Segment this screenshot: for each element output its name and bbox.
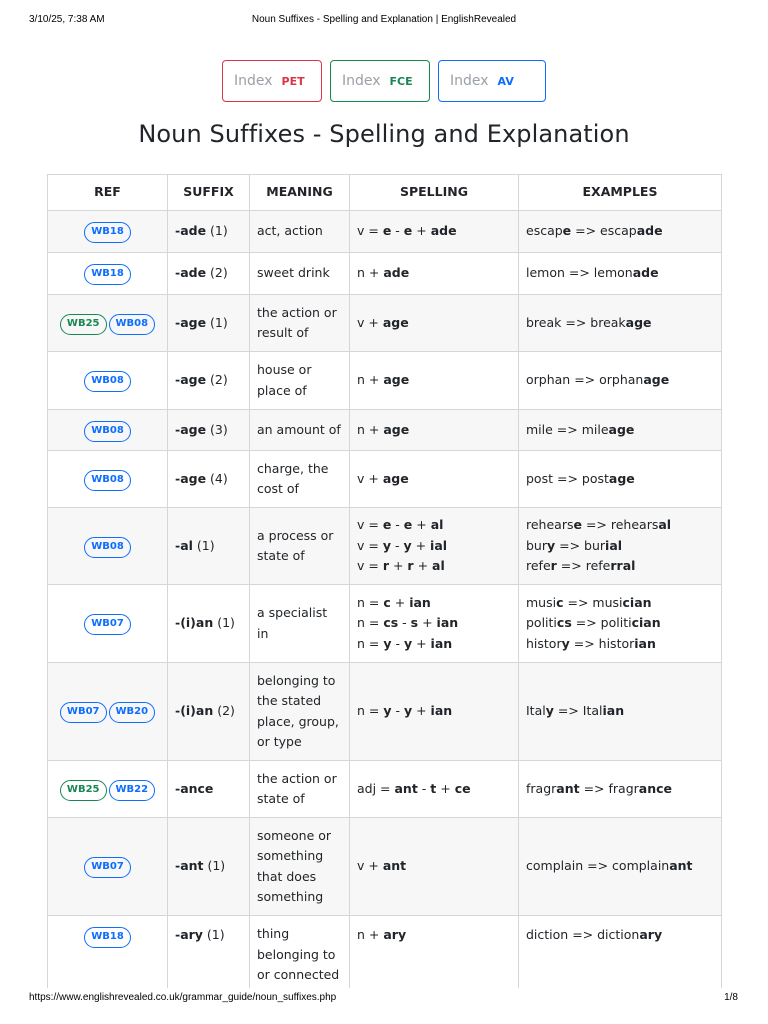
index-fce-button[interactable] xyxy=(330,60,430,102)
cell-suffix xyxy=(168,818,250,916)
text-segment: + xyxy=(418,615,437,631)
cell-meaning: thing belonging to or connected xyxy=(250,916,350,989)
bold-text: y xyxy=(403,635,413,651)
cell-spelling xyxy=(350,916,519,989)
text-segment: => musi xyxy=(563,594,623,610)
text-segment: (4) xyxy=(206,470,228,486)
bold-text: -ance xyxy=(175,780,214,796)
cell-examples xyxy=(519,761,722,818)
header-suffix: SUFFIX xyxy=(168,175,250,211)
table-header-row xyxy=(48,175,722,211)
text-segment: + xyxy=(436,780,455,796)
spelling-line xyxy=(357,515,511,536)
cell-suffix xyxy=(168,352,250,410)
bold-text: age xyxy=(382,470,409,486)
bold-text: r xyxy=(550,558,557,574)
text-segment: => Ital xyxy=(553,703,603,719)
text-segment: n + xyxy=(357,265,384,281)
bold-text: ant xyxy=(382,858,407,874)
example-line xyxy=(526,263,714,284)
text-segment: v = xyxy=(357,223,383,239)
spelling-line xyxy=(357,420,511,441)
text-segment: post => post xyxy=(526,470,609,486)
cell-examples xyxy=(519,253,722,295)
cell-meaning: house or place of xyxy=(250,352,350,410)
text-segment: - xyxy=(390,537,404,553)
cell-spelling xyxy=(350,761,519,818)
cell-examples xyxy=(519,451,722,508)
spelling-line xyxy=(357,925,511,946)
table-row xyxy=(48,663,722,761)
text-segment: - xyxy=(391,635,404,651)
index-button-level: FCE xyxy=(389,74,413,88)
cell-spelling xyxy=(350,253,519,295)
text-segment: => escap xyxy=(571,223,637,239)
example-line xyxy=(526,370,714,391)
example-line xyxy=(526,556,714,577)
cell-ref xyxy=(48,451,168,508)
text-segment: - xyxy=(398,615,411,631)
text-segment: n = xyxy=(357,635,384,651)
example-line xyxy=(526,313,714,334)
cell-ref xyxy=(48,818,168,916)
ref-badge[interactable]: WB08 xyxy=(84,421,131,442)
text-segment: => rehears xyxy=(581,517,659,533)
table-row xyxy=(48,818,722,916)
ref-badge[interactable]: WB18 xyxy=(84,222,131,243)
text-segment: (1) xyxy=(206,223,228,239)
cell-suffix xyxy=(168,508,250,585)
bold-text: al xyxy=(658,517,672,533)
cell-examples xyxy=(519,211,722,253)
bold-text: -(i)an xyxy=(175,615,214,631)
spelling-line xyxy=(357,701,511,722)
bold-text: e xyxy=(382,223,392,239)
text-segment: v = xyxy=(357,558,383,574)
bold-text: ce xyxy=(454,780,471,796)
header-spelling: SPELLING xyxy=(350,175,519,211)
spelling-line xyxy=(357,593,511,614)
cell-suffix xyxy=(168,585,250,663)
print-datetime: 3/10/25, 7:38 AM xyxy=(29,14,105,25)
cell-suffix xyxy=(168,761,250,818)
table-row xyxy=(48,508,722,585)
text-segment: break => break xyxy=(526,314,626,330)
text-segment: escap xyxy=(526,223,563,239)
bold-text: cs xyxy=(383,615,399,631)
example-line xyxy=(526,593,714,614)
cell-meaning: charge, the cost of xyxy=(250,451,350,508)
text-segment: + xyxy=(390,594,410,610)
bold-text: y xyxy=(383,635,392,651)
ref-badge[interactable]: WB18 xyxy=(84,264,131,285)
index-button-word: Index xyxy=(342,73,381,89)
ref-badge[interactable]: WB22 xyxy=(109,780,156,801)
index-button-level: AV xyxy=(497,74,514,88)
bold-text: y xyxy=(403,703,413,719)
text-segment: politi xyxy=(526,615,557,631)
bold-text: cian xyxy=(622,594,652,610)
bold-text: r xyxy=(382,558,389,574)
cell-meaning: a process or state of xyxy=(250,508,350,585)
bold-text: ant xyxy=(669,858,693,874)
bold-text: y xyxy=(561,635,570,651)
cell-meaning: an amount of xyxy=(250,410,350,451)
text-segment: (2) xyxy=(213,703,235,719)
bold-text: ian xyxy=(409,594,431,610)
bold-text: al xyxy=(430,517,444,533)
cell-meaning: the action or result of xyxy=(250,295,350,352)
text-segment: => politi xyxy=(571,615,632,631)
text-segment: (1) xyxy=(203,858,226,874)
example-line xyxy=(526,701,714,722)
table-row xyxy=(48,761,722,818)
cell-ref xyxy=(48,295,168,352)
text-segment: => fragr xyxy=(579,780,639,796)
example-line xyxy=(526,536,714,557)
text-segment: refe xyxy=(526,558,551,574)
cell-ref xyxy=(48,410,168,451)
bold-text: -al xyxy=(175,537,193,553)
cell-examples xyxy=(519,410,722,451)
bold-text: ian xyxy=(430,635,453,651)
spelling-line xyxy=(357,613,511,634)
cell-meaning: a specialist in xyxy=(250,585,350,663)
ref-badge[interactable]: WB25 xyxy=(60,780,107,801)
text-segment: bur xyxy=(526,537,547,553)
bold-text: ary xyxy=(639,927,663,942)
example-line xyxy=(526,221,714,242)
text-segment: + xyxy=(389,558,408,574)
cell-suffix xyxy=(168,253,250,295)
cell-meaning: act, action xyxy=(250,211,350,253)
example-line xyxy=(526,856,714,877)
text-segment: n = xyxy=(357,703,384,719)
text-segment: => refe xyxy=(556,558,611,574)
bold-text: y xyxy=(382,537,391,553)
index-button-word: Index xyxy=(450,73,489,89)
spelling-line xyxy=(357,634,511,655)
text-segment: n = xyxy=(357,615,384,631)
cell-ref xyxy=(48,761,168,818)
text-segment: - xyxy=(391,703,404,719)
text-segment: - xyxy=(391,223,404,239)
text-segment: v + xyxy=(357,858,383,874)
print-footer xyxy=(0,992,768,1006)
bold-text: ade xyxy=(636,223,663,239)
text-segment: v = xyxy=(357,537,383,553)
table-row xyxy=(48,451,722,508)
bold-text: ial xyxy=(430,537,448,553)
bold-text: age xyxy=(382,314,409,330)
ref-badge[interactable]: WB18 xyxy=(84,927,131,948)
bold-text: ary xyxy=(383,927,407,942)
ref-badge[interactable]: WB20 xyxy=(109,702,156,723)
cell-suffix xyxy=(168,410,250,451)
bold-text: age xyxy=(383,372,410,388)
print-page-number: 1/8 xyxy=(724,992,738,1003)
spelling-line xyxy=(357,556,511,577)
bold-text: e xyxy=(403,223,413,239)
cell-suffix xyxy=(168,916,250,989)
cell-examples xyxy=(519,585,722,663)
bold-text: ian xyxy=(430,703,453,719)
text-segment: + xyxy=(411,537,431,553)
example-line xyxy=(526,420,714,441)
bold-text: -ade xyxy=(175,223,207,239)
text-segment: + xyxy=(412,517,431,533)
cell-spelling xyxy=(350,818,519,916)
spelling-line xyxy=(357,313,511,334)
bold-text: cs xyxy=(556,615,572,631)
cell-examples xyxy=(519,352,722,410)
header-ref: REF xyxy=(48,175,168,211)
example-line xyxy=(526,779,714,800)
header-meaning: MEANING xyxy=(250,175,350,211)
text-segment: v + xyxy=(357,314,383,330)
cell-ref xyxy=(48,663,168,761)
text-segment: - xyxy=(391,517,404,533)
bold-text: -ade xyxy=(175,265,207,281)
print-header xyxy=(0,14,768,28)
bold-text: y xyxy=(403,537,412,553)
bold-text: c xyxy=(556,594,564,610)
bold-text: ian xyxy=(436,615,459,631)
cell-meaning: someone or something that does something xyxy=(250,818,350,916)
text-segment: v = xyxy=(357,517,383,533)
ref-badge[interactable]: WB07 xyxy=(84,614,131,635)
cell-ref xyxy=(48,508,168,585)
text-segment: + xyxy=(412,635,431,651)
spelling-line xyxy=(357,469,511,490)
bold-text: age xyxy=(383,421,410,437)
bold-text: age xyxy=(643,372,670,388)
bold-text: e xyxy=(403,517,413,533)
text-segment: v + xyxy=(357,470,383,486)
cell-examples xyxy=(519,916,722,989)
cell-spelling xyxy=(350,585,519,663)
print-page-title: Noun Suffixes - Spelling and Explanation | EnglishRevealed xyxy=(251,14,517,25)
bold-text: c xyxy=(383,594,391,610)
bold-text: e xyxy=(382,517,392,533)
header-examples: EXAMPLES xyxy=(519,175,722,211)
ref-badge[interactable]: WB07 xyxy=(60,702,107,723)
bold-text: -(i)an xyxy=(175,703,214,719)
table-row xyxy=(48,253,722,295)
bold-text: -ary xyxy=(175,927,203,942)
cell-ref xyxy=(48,211,168,253)
cell-examples xyxy=(519,663,722,761)
cell-suffix xyxy=(168,663,250,761)
bold-text: al xyxy=(432,558,445,574)
bold-text: -age xyxy=(175,314,207,330)
spelling-line xyxy=(357,370,511,391)
table-row xyxy=(48,211,722,253)
cell-spelling xyxy=(350,295,519,352)
spelling-line xyxy=(357,536,511,557)
bold-text: ian xyxy=(634,635,656,651)
index-button-level: PET xyxy=(281,74,305,88)
text-segment: n = xyxy=(357,594,384,610)
table-row xyxy=(48,352,722,410)
bold-text: ade xyxy=(430,223,457,239)
bold-text: -ant xyxy=(175,858,204,874)
text-segment: orphan => orphan xyxy=(526,372,644,388)
print-url: https://www.englishrevealed.co.uk/grammar_guide/noun_suffixes.php xyxy=(29,992,337,1003)
cell-spelling xyxy=(350,410,519,451)
cell-ref xyxy=(48,916,168,989)
cell-meaning: the action or state of xyxy=(250,761,350,818)
cell-meaning: belonging to the stated place, group, or type xyxy=(250,663,350,761)
bold-text: y xyxy=(545,703,554,719)
bold-text: ade xyxy=(632,265,659,281)
example-line xyxy=(526,469,714,490)
bold-text: y xyxy=(547,537,556,553)
text-segment: musi xyxy=(526,594,557,610)
text-segment: mile => mile xyxy=(526,421,609,437)
text-segment: adj = xyxy=(357,780,395,796)
table-body xyxy=(48,211,722,989)
text-segment: - xyxy=(417,780,431,796)
page-title: Noun Suffixes - Spelling and Explanation xyxy=(138,120,630,148)
cell-spelling xyxy=(350,663,519,761)
text-segment: (3) xyxy=(206,421,228,437)
text-segment: + xyxy=(412,223,431,239)
bold-text: e xyxy=(562,223,572,239)
table-row xyxy=(48,585,722,663)
bold-text: ance xyxy=(638,780,672,796)
index-button-word: Index xyxy=(234,73,273,89)
bold-text: t xyxy=(430,780,437,796)
spelling-line xyxy=(357,263,511,284)
cell-ref xyxy=(48,585,168,663)
bold-text: ant xyxy=(394,780,418,796)
spelling-line xyxy=(357,221,511,242)
text-segment: => histor xyxy=(569,635,635,651)
spelling-line xyxy=(357,779,511,800)
ref-badge[interactable]: WB07 xyxy=(84,857,131,878)
example-line xyxy=(526,613,714,634)
text-segment: => bur xyxy=(555,537,606,553)
cell-suffix xyxy=(168,295,250,352)
text-segment: lemon => lemon xyxy=(526,265,633,281)
cell-examples xyxy=(519,508,722,585)
bold-text: cian xyxy=(631,615,661,631)
cell-suffix xyxy=(168,451,250,508)
bold-text: -age xyxy=(175,421,207,437)
cell-examples xyxy=(519,295,722,352)
text-segment: Ital xyxy=(526,703,546,719)
text-segment: (1) xyxy=(202,927,225,942)
cell-spelling xyxy=(350,451,519,508)
ref-badge[interactable]: WB25 xyxy=(60,314,107,335)
text-segment: n + xyxy=(357,927,384,942)
bold-text: ant xyxy=(556,780,580,796)
ref-badge[interactable]: WB08 xyxy=(84,537,131,558)
cell-spelling xyxy=(350,211,519,253)
text-segment: (2) xyxy=(206,265,228,281)
ref-badge[interactable]: WB08 xyxy=(84,470,131,491)
text-segment: + xyxy=(413,558,433,574)
bold-text: ade xyxy=(383,265,410,281)
text-segment: (2) xyxy=(206,372,228,388)
text-segment: (1) xyxy=(213,615,235,631)
table-row xyxy=(48,410,722,451)
text-segment: histor xyxy=(526,635,562,651)
text-segment: complain => complain xyxy=(526,858,670,874)
bold-text: -age xyxy=(175,372,207,388)
example-line xyxy=(526,515,714,536)
bold-text: y xyxy=(383,703,392,719)
spelling-line xyxy=(357,856,511,877)
ref-badge[interactable]: WB08 xyxy=(84,371,131,392)
text-segment: fragr xyxy=(526,780,557,796)
index-pet-button[interactable] xyxy=(222,60,322,102)
bold-text: age xyxy=(625,314,652,330)
cell-ref xyxy=(48,253,168,295)
bold-text: age xyxy=(608,470,635,486)
text-segment: + xyxy=(412,703,431,719)
example-line xyxy=(526,634,714,655)
table-row xyxy=(48,295,722,352)
cell-ref xyxy=(48,352,168,410)
cell-examples xyxy=(519,818,722,916)
text-segment: diction => diction xyxy=(526,927,640,942)
suffix-table-container xyxy=(47,174,722,988)
bold-text: rral xyxy=(610,558,636,574)
text-segment: (1) xyxy=(206,314,228,330)
ref-badge[interactable]: WB08 xyxy=(109,314,156,335)
bold-text: e xyxy=(573,517,582,533)
bold-text: ial xyxy=(605,537,623,553)
cell-spelling xyxy=(350,508,519,585)
text-segment: n + xyxy=(357,421,384,437)
suffix-table xyxy=(47,174,722,988)
bold-text: ian xyxy=(602,703,625,719)
example-line xyxy=(526,925,714,946)
cell-meaning: sweet drink xyxy=(250,253,350,295)
text-segment: n + xyxy=(357,372,384,388)
text-segment: (1) xyxy=(192,537,215,553)
cell-suffix xyxy=(168,211,250,253)
index-button-row xyxy=(0,60,768,102)
bold-text: s xyxy=(410,615,419,631)
text-segment: rehears xyxy=(526,517,574,533)
bold-text: age xyxy=(608,421,635,437)
cell-spelling xyxy=(350,352,519,410)
index-av-button[interactable] xyxy=(438,60,546,102)
table-row xyxy=(48,916,722,989)
bold-text: r xyxy=(407,558,414,574)
bold-text: -age xyxy=(175,470,207,486)
